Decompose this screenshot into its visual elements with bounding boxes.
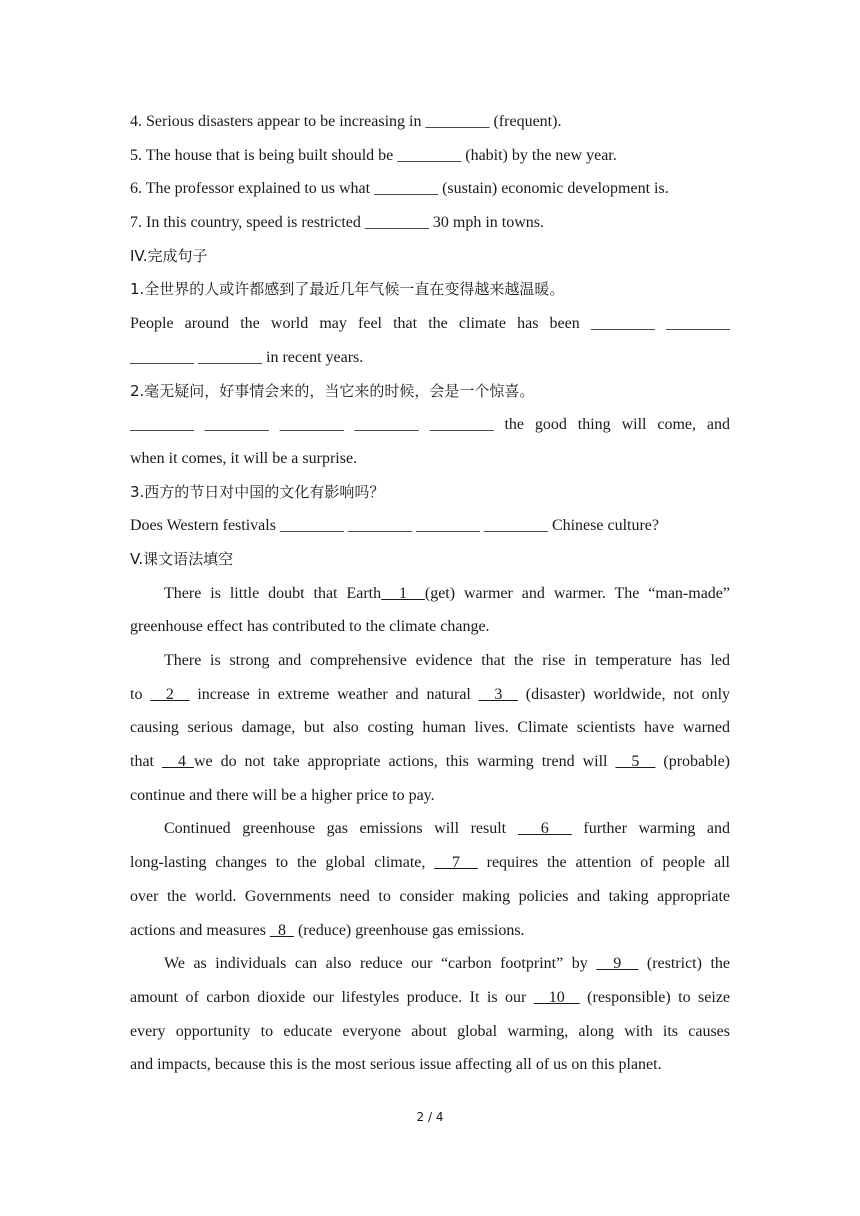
sentence-2-chinese: 2.毫无疑问，好事情会来的，当它来的时候，会是一个惊喜。 bbox=[130, 381, 535, 400]
blank-3: 3 bbox=[478, 685, 518, 703]
paragraph-2-line-1: There is strong and comprehensive evidence that the rise in temperature has led bbox=[164, 652, 730, 669]
sentence-3-english: Does Western festivals ________ ________ ________ ________ Chinese culture? bbox=[130, 517, 660, 535]
paragraph-2-line-4: that 4 we do not take appropriate actions, this warming trend will 5 (probable) bbox=[130, 753, 731, 771]
exercise-item-7: 7. In this country, speed is restricted ________ 30 mph in towns. bbox=[130, 214, 545, 232]
blank-6: 6 bbox=[517, 820, 572, 838]
exercise-item-6: 6. The professor explained to us what ________ (sustain) economic development is. bbox=[130, 180, 669, 198]
blank-5: 5 bbox=[615, 753, 656, 771]
paragraph-1-line-2: greenhouse effect has contributed to the climate change. bbox=[130, 618, 490, 636]
paragraph-4-line-4: and impacts, because this is the most serious issue affecting all of us on this planet. bbox=[130, 1056, 662, 1074]
paragraph-2-line-3: causing serious damage, but also costing human lives. Climate scientists have warned bbox=[130, 719, 730, 737]
paragraph-2-line-2: to 2 increase in extreme weather and natural 3 (disaster) worldwide, not only bbox=[130, 685, 731, 703]
paragraph-4-line-1: We as individuals can also reduce our “carbon footprint” by 9 (restrict) the bbox=[164, 955, 731, 973]
page-number: 2 / 4 bbox=[416, 1110, 444, 1124]
sentence-2-english-line-2: when it comes, it will be a surprise. bbox=[130, 449, 358, 467]
blank-9: 9 bbox=[596, 955, 639, 973]
blank-2: 2 bbox=[150, 685, 190, 703]
sentence-1-english-line-1: People around the world may feel that the climate has been ________ ________ bbox=[130, 315, 730, 333]
sentence-1-english-line-2: ________ ________ in recent years. bbox=[130, 348, 364, 366]
blank-7: 7 bbox=[434, 854, 478, 872]
exercise-item-4: 4. Serious disasters appear to be increasing in ________ (frequent). bbox=[130, 113, 562, 130]
blank-10: 10 bbox=[533, 988, 580, 1006]
page-content bbox=[130, 105, 730, 1082]
blank-4: 4 bbox=[161, 753, 194, 771]
paragraph-2-line-5: continue and there will be a higher price to pay. bbox=[130, 786, 435, 804]
paragraph-4-line-2: amount of carbon dioxide our lifestyles produce. It is our 10 (responsible) to seize bbox=[130, 988, 731, 1006]
sentence-2-english-line-1: ________ ________ ________ ________ ________ the good thing will come, and bbox=[130, 416, 730, 434]
sentence-3-chinese: 3.西方的节日对中国的文化有影响吗？ bbox=[130, 482, 385, 501]
paragraph-3-line-2: long-lasting changes to the global climate, 7 requires the attention of people all bbox=[130, 854, 731, 872]
exercise-item-5: 5. The house that is being built should be ________ (habit) by the new year. bbox=[130, 146, 617, 164]
sentence-1-chinese: 1.全世界的人或许都感到了最近几年气候一直在变得越来越温暖。 bbox=[130, 280, 565, 299]
section-v-heading: V.课文语法填空 bbox=[130, 549, 234, 568]
blank-8: 8 bbox=[269, 921, 294, 939]
paragraph-1-line-1: There is little doubt that Earth 1 (get) warmer and warmer. The “man-made” bbox=[164, 584, 731, 602]
section-iv-heading: IV.完成句子 bbox=[130, 246, 208, 265]
paragraph-3-line-4: actions and measures 8 (reduce) greenhouse gas emissions. bbox=[130, 921, 525, 939]
paragraph-3-line-3: over the world. Governments need to consider making policies and taking appropriate bbox=[130, 887, 730, 905]
blank-1: 1 bbox=[381, 584, 425, 602]
paragraph-3-line-1: Continued greenhouse gas emissions will result 6 further warming and bbox=[164, 820, 731, 838]
paragraph-4-line-3: every opportunity to educate everyone about global warming, along with its causes bbox=[130, 1022, 730, 1040]
